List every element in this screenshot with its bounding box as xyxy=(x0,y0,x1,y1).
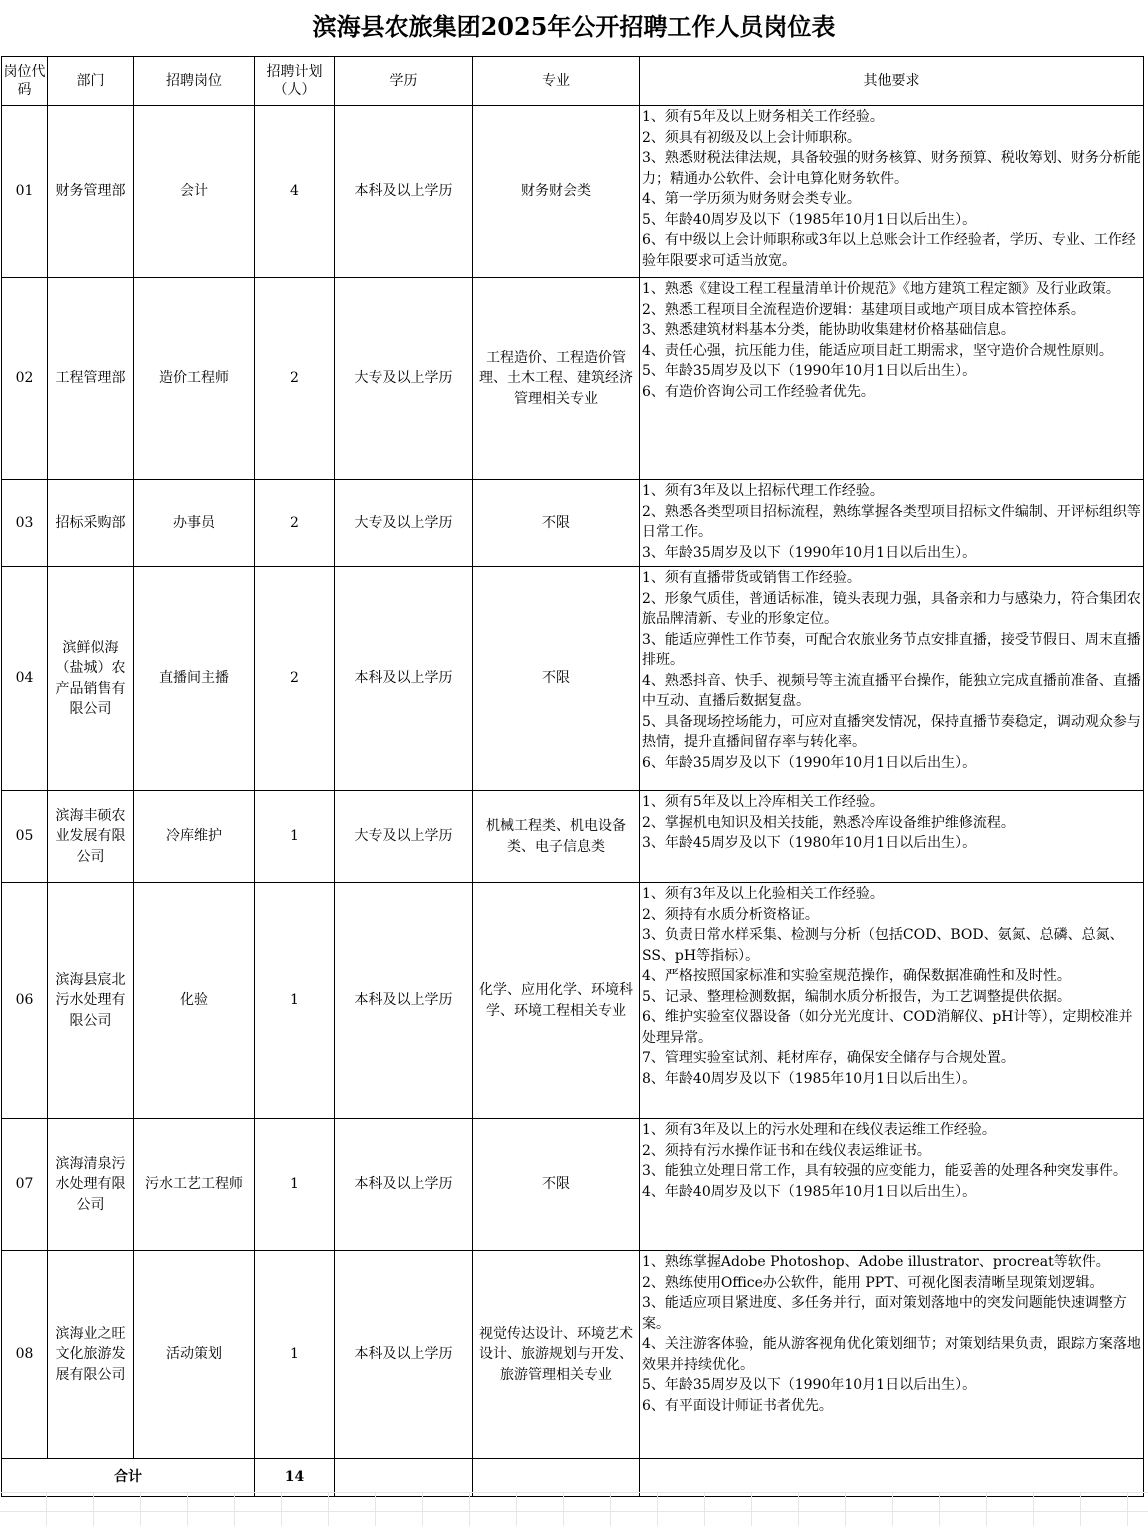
position-cell: 污水工艺工程师 xyxy=(134,1119,255,1251)
plan-cell: 2 xyxy=(255,278,335,480)
spreadsheet-grid xyxy=(0,1492,1148,1526)
requirement-line: 6、年龄35周岁及以下（1990年10月1日以后出生）。 xyxy=(642,754,977,771)
requirement-line: 5、年龄35周岁及以下（1990年10月1日以后出生）。 xyxy=(642,1377,977,1393)
requirements-cell xyxy=(640,1119,1144,1251)
header-other: 其他要求 xyxy=(640,57,1144,106)
requirement-line: 4、年龄40周岁及以下（1985年10月1日以后出生）。 xyxy=(642,1183,977,1200)
requirement-line: 6、维护实验室仪器设备（如分光光度计、COD消解仪、pH计等），定期校准并处理异常。 xyxy=(642,1009,1133,1046)
dept-cell: 滨海丰硕农业发展有限公司 xyxy=(48,791,134,883)
total-empty-cell xyxy=(473,1459,640,1497)
requirement-line: 3、年龄35周岁及以下（1990年10月1日以后出生）。 xyxy=(642,544,977,561)
requirement-line: 2、熟悉工程项目全流程造价逻辑：基建项目或地产项目成本管控体系。 xyxy=(642,301,1085,318)
position-cell: 直播间主播 xyxy=(134,567,255,791)
requirement-line: 5、具备现场控场能力，可应对直播突发情况，保持直播节奏稳定，调动观众参与热情，提升直播间留存率与转化率。 xyxy=(642,713,1141,750)
requirements-cell xyxy=(640,567,1144,791)
requirements-cell xyxy=(640,883,1144,1119)
edu-cell: 本科及以上学历 xyxy=(335,567,473,791)
table-row xyxy=(2,791,1144,883)
code-cell: 02 xyxy=(2,278,48,480)
major-cell: 不限 xyxy=(473,1119,640,1251)
requirement-line: 3、负责日常水样采集、检测与分析（包括COD、BOD、氨氮、总磷、总氮、SS、pH等指标）。 xyxy=(642,927,1124,964)
requirement-line: 3、熟悉财税法律法规，具备较强的财务核算、财务预算、税收筹划、财务分析能力；精通办公软件、会计电算化财务软件。 xyxy=(642,150,1141,187)
major-cell: 视觉传达设计、环境艺术设计、旅游规划与开发、旅游管理相关专业 xyxy=(473,1251,640,1459)
header-position: 招聘岗位 xyxy=(134,57,255,106)
total-value: 14 xyxy=(255,1459,335,1497)
header-edu: 学历 xyxy=(335,57,473,106)
code-cell: 07 xyxy=(2,1119,48,1251)
requirement-line: 1、须有3年及以上化验相关工作经验。 xyxy=(642,886,884,902)
requirement-line: 6、有造价咨询公司工作经验者优先。 xyxy=(642,383,875,400)
requirement-line: 1、须有5年及以上财务相关工作经验。 xyxy=(642,109,884,125)
requirement-line: 5、记录、整理检测数据，编制水质分析报告，为工艺调整提供依据。 xyxy=(642,988,1071,1005)
code-cell: 06 xyxy=(2,883,48,1119)
requirement-line: 3、能独立处理日常工作，具有较强的应变能力，能妥善的处理各种突发事件。 xyxy=(642,1163,1127,1179)
requirement-line: 6、有中级以上会计师职称或3年以上总账会计工作经验者，学历、专业、工作经验年限要求可适当放宽。 xyxy=(642,232,1136,269)
header-row xyxy=(2,57,1144,106)
plan-cell: 1 xyxy=(255,883,335,1119)
header-dept: 部门 xyxy=(48,57,134,106)
requirements-cell xyxy=(640,278,1144,480)
plan-cell: 4 xyxy=(255,106,335,278)
dept-cell: 财务管理部 xyxy=(48,106,134,278)
requirement-line: 2、熟练使用Office办公软件，能用 PPT、可视化图表清晰呈现策划逻辑。 xyxy=(642,1274,1104,1291)
edu-cell: 大专及以上学历 xyxy=(335,791,473,883)
total-label: 合计 xyxy=(2,1459,255,1497)
plan-cell: 2 xyxy=(255,480,335,567)
requirement-line: 3、能适应项目紧进度、多任务并行，面对策划落地中的突发问题能快速调整方案。 xyxy=(642,1295,1127,1332)
dept-cell: 滨海业之旺文化旅游发展有限公司 xyxy=(48,1251,134,1459)
code-cell: 04 xyxy=(2,567,48,791)
requirement-line: 1、须有3年及以上的污水处理和在线仪表运维工作经验。 xyxy=(642,1122,996,1138)
table-row xyxy=(2,106,1144,278)
header-major: 专业 xyxy=(473,57,640,106)
major-cell: 不限 xyxy=(473,480,640,567)
requirement-line: 7、管理实验室试剂、耗材库存，确保安全储存与合规处置。 xyxy=(642,1050,1015,1066)
major-cell: 工程造价、工程造价管理、土木工程、建筑经济管理相关专业 xyxy=(473,278,640,480)
total-row xyxy=(2,1459,1144,1497)
major-cell: 化学、应用化学、环境科学、环境工程相关专业 xyxy=(473,883,640,1119)
table-row xyxy=(2,1119,1144,1251)
requirement-line: 3、年龄45周岁及以下（1980年10月1日以后出生）。 xyxy=(642,835,977,851)
page-title: 滨海县农旅集团2025年公开招聘工作人员岗位表 xyxy=(312,11,836,41)
dept-cell: 工程管理部 xyxy=(48,278,134,480)
requirement-line: 1、须有5年及以上冷库相关工作经验。 xyxy=(642,794,884,810)
requirement-line: 1、熟练掌握Adobe Photoshop、Adobe illustrator、procreat等软件。 xyxy=(642,1254,1110,1270)
dept-cell: 滨海县宸北污水处理有限公司 xyxy=(48,883,134,1119)
requirement-line: 4、责任心强，抗压能力佳，能适应项目赶工期需求，坚守造价合规性原则。 xyxy=(642,342,1113,359)
total-empty-cell xyxy=(640,1459,1144,1497)
header-plan: 招聘计划（人） xyxy=(255,57,335,106)
edu-cell: 本科及以上学历 xyxy=(335,1251,473,1459)
table-row xyxy=(2,883,1144,1119)
requirement-line: 4、关注游客体验，能从游客视角优化策划细节；对策划结果负责，跟踪方案落地效果并持续优化。 xyxy=(642,1336,1141,1373)
dept-cell: 滨鲜似海（盐城）农产品销售有限公司 xyxy=(48,567,134,791)
table-row xyxy=(2,1251,1144,1459)
table-row xyxy=(2,567,1144,791)
major-cell: 财务财会类 xyxy=(473,106,640,278)
table-row xyxy=(2,278,1144,480)
plan-cell: 2 xyxy=(255,567,335,791)
requirement-line: 2、须持有污水操作证书和在线仪表运维证书。 xyxy=(642,1142,931,1159)
requirement-line: 5、年龄35周岁及以下（1990年10月1日以后出生）。 xyxy=(642,363,977,379)
code-cell: 08 xyxy=(2,1251,48,1459)
requirement-line: 6、有平面设计师证书者优先。 xyxy=(642,1397,833,1414)
requirement-line: 2、掌握机电知识及相关技能，熟悉冷库设备维护维修流程。 xyxy=(642,814,1015,831)
requirement-line: 1、须有3年及以上招标代理工作经验。 xyxy=(642,483,884,499)
header-code: 岗位代码 xyxy=(2,57,48,106)
requirement-line: 4、熟悉抖音、快手、视频号等主流直播平台操作，能独立完成直播前准备、直播中互动、直播后数据复盘。 xyxy=(642,672,1141,709)
requirement-line: 3、能适应弹性工作节奏，可配合农旅业务节点安排直播，接受节假日、周末直播排班。 xyxy=(642,631,1141,668)
requirements-cell xyxy=(640,1251,1144,1459)
requirement-line: 1、熟悉《建设工程工程量清单计价规范》《地方建筑工程定额》及行业政策。 xyxy=(642,281,1120,297)
plan-cell: 1 xyxy=(255,1119,335,1251)
table-row xyxy=(2,480,1144,567)
requirement-line: 2、须持有水质分析资格证。 xyxy=(642,906,819,923)
edu-cell: 本科及以上学历 xyxy=(335,1119,473,1251)
requirement-line: 8、年龄40周岁及以下（1985年10月1日以后出生）。 xyxy=(642,1070,977,1087)
requirement-line: 2、形象气质佳，普通话标准，镜头表现力强，具备亲和力与感染力，符合集团农旅品牌清新、专业的形象定位。 xyxy=(642,590,1141,627)
requirement-line: 5、年龄40周岁及以下（1985年10月1日以后出生）。 xyxy=(642,211,977,228)
requirement-line: 2、须具有初级及以上会计师职称。 xyxy=(642,129,861,146)
dept-cell: 滨海清泉污水处理有限公司 xyxy=(48,1119,134,1251)
position-cell: 化验 xyxy=(134,883,255,1119)
edu-cell: 大专及以上学历 xyxy=(335,480,473,567)
major-cell: 不限 xyxy=(473,567,640,791)
code-cell: 05 xyxy=(2,791,48,883)
position-cell: 活动策划 xyxy=(134,1251,255,1459)
position-cell: 造价工程师 xyxy=(134,278,255,480)
position-cell: 冷库维护 xyxy=(134,791,255,883)
code-cell: 01 xyxy=(2,106,48,278)
job-table xyxy=(1,56,1144,1497)
edu-cell: 大专及以上学历 xyxy=(335,278,473,480)
total-empty-cell xyxy=(335,1459,473,1497)
position-cell: 办事员 xyxy=(134,480,255,567)
requirements-cell xyxy=(640,106,1144,278)
major-cell: 机械工程类、机电设备类、电子信息类 xyxy=(473,791,640,883)
plan-cell: 1 xyxy=(255,1251,335,1459)
requirements-cell xyxy=(640,480,1144,567)
requirement-line: 2、熟悉各类型项目招标流程，熟练掌握各类型项目招标文件编制、开评标组织等日常工作。 xyxy=(642,503,1141,540)
requirement-line: 4、第一学历须为财务财会类专业。 xyxy=(642,191,861,207)
edu-cell: 本科及以上学历 xyxy=(335,883,473,1119)
requirements-cell xyxy=(640,791,1144,883)
position-cell: 会计 xyxy=(134,106,255,278)
requirement-line: 1、须有直播带货或销售工作经验。 xyxy=(642,570,861,586)
dept-cell: 招标采购部 xyxy=(48,480,134,567)
edu-cell: 本科及以上学历 xyxy=(335,106,473,278)
code-cell: 03 xyxy=(2,480,48,567)
requirement-line: 4、严格按照国家标准和实验室规范操作，确保数据准确性和及时性。 xyxy=(642,968,1071,984)
plan-cell: 1 xyxy=(255,791,335,883)
requirement-line: 3、熟悉建筑材料基本分类，能协助收集建材价格基础信息。 xyxy=(642,322,1015,338)
